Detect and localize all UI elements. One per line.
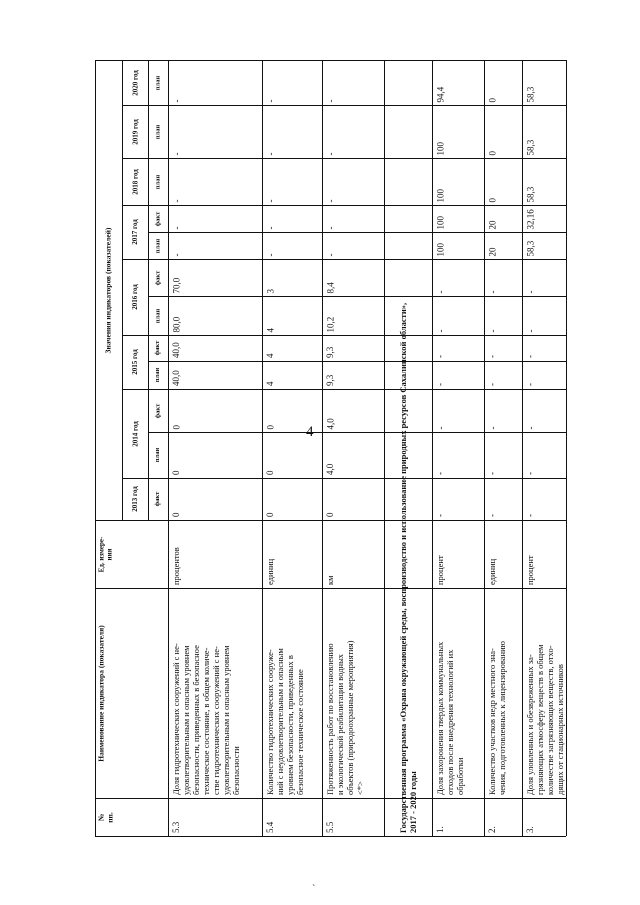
row-value-text: 20 xyxy=(487,220,497,229)
row-value xyxy=(432,361,484,389)
header-sub xyxy=(148,389,168,432)
row-value xyxy=(322,158,384,205)
row-unit-text: процент xyxy=(525,555,535,585)
row-value-text: 80,0 xyxy=(171,316,181,332)
program-row xyxy=(384,60,432,836)
header-sub-text: факт xyxy=(154,403,162,418)
row-value xyxy=(322,105,384,158)
row-value xyxy=(262,205,322,232)
row-value xyxy=(522,158,566,205)
program-row-text: 2017 - 2020 годы xyxy=(408,771,418,833)
row-value xyxy=(168,389,262,432)
header-year-text: 2017 год xyxy=(130,219,139,245)
row-value-text: - xyxy=(525,472,535,475)
header-sub xyxy=(148,232,168,259)
row-name xyxy=(522,588,566,798)
header-sub xyxy=(148,478,168,520)
row-value xyxy=(484,205,522,232)
row-value-text: 100 xyxy=(435,242,445,256)
row-value xyxy=(322,232,384,259)
row-value-text: - xyxy=(435,383,445,386)
header-values xyxy=(95,60,122,520)
row-value-text: - xyxy=(265,226,275,229)
row-value xyxy=(432,389,484,432)
header-sub-text: план xyxy=(154,124,162,139)
row-unit xyxy=(262,520,322,588)
row-name-text: грязняющих атмосферу веществ в общем xyxy=(535,644,546,795)
row-value xyxy=(432,335,484,361)
row-name-text: удовлетворительным и опасным уровнем xyxy=(181,645,192,795)
row-value xyxy=(432,205,484,232)
row-number-text: 2. xyxy=(487,826,497,833)
row-value-text: - xyxy=(487,426,497,429)
header-no-text: № xyxy=(96,813,105,821)
row-number xyxy=(522,798,566,836)
row-value xyxy=(484,259,522,296)
row-value xyxy=(322,335,384,361)
header-sub-text: факт xyxy=(154,211,162,226)
row-value xyxy=(262,158,322,205)
row-unit xyxy=(484,520,522,588)
row-value-text: - xyxy=(265,199,275,202)
row-value-text: 0 xyxy=(265,470,275,475)
row-name-text: ний с неудовлетворительным и опасным xyxy=(275,648,286,795)
header-name xyxy=(95,588,168,798)
header-year xyxy=(122,105,148,158)
header-year-text: 2014 год xyxy=(130,420,139,447)
row-value xyxy=(168,205,262,232)
row-value xyxy=(484,389,522,432)
row-value-text: 100 xyxy=(435,141,445,155)
row-unit-text: единиц xyxy=(487,558,497,585)
header-values-text: Значения индикаторов (показателей) xyxy=(103,227,113,353)
row-value xyxy=(168,105,262,158)
row-value xyxy=(484,232,522,259)
row-value xyxy=(432,432,484,478)
row-value-text: - xyxy=(487,383,497,386)
header-unit xyxy=(95,520,168,588)
row-value-text: - xyxy=(487,355,497,358)
header-sub-text: план xyxy=(154,174,162,189)
header-sub-text: план xyxy=(154,447,162,463)
row-value xyxy=(484,60,522,105)
row-value xyxy=(322,60,384,105)
header-sub xyxy=(148,361,168,389)
row-value-text: - xyxy=(525,355,535,358)
header-sub-text: план xyxy=(154,75,162,90)
row-value xyxy=(432,60,484,105)
header-sub xyxy=(148,335,168,361)
header-year-text: 2015 год xyxy=(130,349,139,375)
header-year xyxy=(122,259,148,335)
header-sub xyxy=(148,259,168,296)
row-value xyxy=(432,232,484,259)
header-year-text: 2013 год xyxy=(130,486,139,512)
row-value-text: 58,3 xyxy=(525,240,535,256)
row-value xyxy=(432,259,484,296)
row-value-text: 8,4 xyxy=(325,281,335,293)
row-value-text: 9,3 xyxy=(325,374,335,386)
row-value-text: 0 xyxy=(325,512,335,517)
row-value xyxy=(522,478,566,520)
row-name-text: Количество гидротехнических сооруже- xyxy=(265,649,275,795)
header-year xyxy=(122,478,148,520)
row-name xyxy=(484,588,522,798)
header-sub-text: план xyxy=(154,367,162,383)
row-value xyxy=(262,335,322,361)
row-value xyxy=(168,478,262,520)
row-name-text: Доля уловленных и обезвреженных за- xyxy=(525,654,535,795)
row-value-text: 0 xyxy=(487,197,497,202)
row-value-text: - xyxy=(525,383,535,386)
row-name-text: безопасности xyxy=(231,746,242,795)
row-value xyxy=(168,361,262,389)
row-value-text: 9,3 xyxy=(325,346,335,358)
row-name-text: и экологической реабилитации водных xyxy=(335,653,346,795)
header-unit-text: ния xyxy=(105,548,114,560)
row-value xyxy=(168,158,262,205)
row-value-text: - xyxy=(171,226,181,229)
row-value xyxy=(322,259,384,296)
row-value xyxy=(484,361,522,389)
row-value-text: 4 xyxy=(265,353,275,358)
row-value-text: 4,0 xyxy=(325,463,335,475)
row-value-text: 40,0 xyxy=(171,342,181,358)
row-name xyxy=(262,588,322,798)
row-name-text: объектов (природоохранные мероприятия) xyxy=(345,640,356,795)
row-name xyxy=(168,588,262,798)
header-sub-text: план xyxy=(154,308,162,323)
row-unit-text: единиц xyxy=(265,558,275,585)
row-number-text: 3. xyxy=(525,826,535,833)
program-row-text: Государственная программа «Охрана окружающей среды, воспроизводство и использование природных ресурсов Сахалинской области», xyxy=(397,302,408,833)
row-value xyxy=(522,361,566,389)
row-value-text: - xyxy=(487,290,497,293)
header-sub-text: план xyxy=(154,238,162,253)
header-sub xyxy=(148,60,168,105)
row-name-text: Количество участков недр местного зна- xyxy=(487,648,497,795)
row-value-text: - xyxy=(525,290,535,293)
row-value-text: 4 xyxy=(265,381,275,386)
row-value xyxy=(322,389,384,432)
row-value-text: 0 xyxy=(171,424,181,429)
row-value-text: - xyxy=(325,253,335,256)
row-value xyxy=(484,105,522,158)
row-value xyxy=(484,478,522,520)
row-value-text: 70,0 xyxy=(171,277,181,293)
row-number-text: 5.5 xyxy=(325,821,335,833)
row-value xyxy=(522,259,566,296)
row-unit xyxy=(522,520,566,588)
row-value xyxy=(484,335,522,361)
row-unit xyxy=(432,520,484,588)
row-value xyxy=(522,60,566,105)
row-value xyxy=(262,478,322,520)
row-value-text: 0 xyxy=(171,512,181,517)
row-name-text: техническое состояние, в общем количе- xyxy=(201,647,212,795)
header-sub xyxy=(148,432,168,478)
row-value-text: - xyxy=(435,514,445,517)
row-name-text: безопасности, приведенных в безопасное xyxy=(191,645,202,795)
row-name-text: Доля захоронения твердых коммунальных xyxy=(435,641,445,795)
row-name-text: уровнем безопасности, приведенных в xyxy=(285,655,296,795)
header-no xyxy=(95,798,168,836)
row-value-text: - xyxy=(325,152,335,155)
row-value xyxy=(484,296,522,335)
row-name-text: Протяженность работ по восстановлению xyxy=(325,643,335,795)
row-value xyxy=(522,335,566,361)
row-value xyxy=(322,478,384,520)
header-unit-text: Ед. измере- xyxy=(97,536,105,572)
header-sub-text: факт xyxy=(154,270,162,285)
row-value-text: 0 xyxy=(265,424,275,429)
row-value xyxy=(522,205,566,232)
row-value-text: 3 xyxy=(265,288,275,293)
row-number-text: 5.4 xyxy=(265,821,275,833)
row-number xyxy=(484,798,522,836)
row-name-text: Доля гидротехнических сооружений с не- xyxy=(171,643,181,795)
row-value-text: 0 xyxy=(487,150,497,155)
row-value-text: - xyxy=(487,329,497,332)
row-value-text: 58,3 xyxy=(525,86,535,102)
row-value xyxy=(522,432,566,478)
row-value-text: - xyxy=(171,253,181,256)
row-name-text: отходов после внедрения технологий их xyxy=(445,649,456,795)
row-value xyxy=(168,232,262,259)
row-unit-text: процентов xyxy=(171,547,181,585)
row-number xyxy=(168,798,262,836)
row-value xyxy=(262,232,322,259)
row-value xyxy=(168,296,262,335)
row-value xyxy=(522,232,566,259)
row-name xyxy=(432,588,484,798)
row-value-text: 4,0 xyxy=(325,417,335,429)
row-value xyxy=(262,432,322,478)
row-number-text: 1. xyxy=(435,826,445,833)
header-sub-text: факт xyxy=(154,491,162,507)
header-sub-text: факт xyxy=(154,340,162,356)
row-value xyxy=(432,158,484,205)
row-value-text: - xyxy=(487,514,497,517)
row-name-text: дящих от стационарных источников xyxy=(555,664,566,795)
row-value-text: 32,16 xyxy=(525,208,535,229)
row-value xyxy=(168,335,262,361)
header-sub xyxy=(148,205,168,232)
row-unit xyxy=(322,520,384,588)
row-name-text: стве гидротехнических сооружений с не- xyxy=(211,646,222,795)
row-value-text: - xyxy=(171,199,181,202)
row-name-text: количестве загрязняющих веществ, отхо- xyxy=(545,645,556,795)
row-value-text: 4 xyxy=(265,327,275,332)
header-year-text: 2016 год xyxy=(130,284,139,310)
header-sub xyxy=(148,158,168,205)
row-value xyxy=(262,361,322,389)
row-value xyxy=(262,60,322,105)
header-name-text: Наименование индикатора (показателя) xyxy=(96,624,105,762)
bottom-mark: ` xyxy=(312,884,316,895)
row-value xyxy=(432,105,484,158)
row-value-text: - xyxy=(265,99,275,102)
row-value xyxy=(168,60,262,105)
row-value xyxy=(432,296,484,335)
row-value-text: - xyxy=(435,426,445,429)
row-value xyxy=(322,296,384,335)
row-name-text: чения, подготовленных к лицензированию xyxy=(497,641,508,795)
row-value xyxy=(168,432,262,478)
row-name-text: удовлетворительным и опасным уровнем xyxy=(221,645,232,795)
row-value xyxy=(432,478,484,520)
row-unit xyxy=(168,520,262,588)
row-value xyxy=(522,105,566,158)
row-value xyxy=(522,296,566,335)
row-value-text: 0 xyxy=(487,97,497,102)
row-value-text: - xyxy=(325,199,335,202)
row-value-text: - xyxy=(525,329,535,332)
row-value-text: 0 xyxy=(265,512,275,517)
row-name xyxy=(322,588,384,798)
row-value xyxy=(322,361,384,389)
row-value-text: - xyxy=(525,426,535,429)
row-value-text: 10,2 xyxy=(325,316,335,332)
row-value-text: 100 xyxy=(435,215,445,229)
row-value-text: - xyxy=(435,355,445,358)
header-year xyxy=(122,60,148,105)
row-value-text: 58,3 xyxy=(525,139,535,155)
row-value xyxy=(262,296,322,335)
row-value-text: 94,4 xyxy=(435,86,445,102)
row-value-text: - xyxy=(435,329,445,332)
row-value-text: 100 xyxy=(435,188,445,202)
header-year-text: 2020 год xyxy=(130,69,139,96)
row-number-text: 5.3 xyxy=(171,821,181,833)
header-year xyxy=(122,389,148,478)
row-number xyxy=(432,798,484,836)
row-value-text: - xyxy=(265,253,275,256)
row-value xyxy=(262,259,322,296)
header-sub xyxy=(148,105,168,158)
header-sub xyxy=(148,296,168,335)
row-value xyxy=(322,432,384,478)
row-name-text: <*> xyxy=(355,781,366,795)
header-no-text: пп. xyxy=(104,811,114,823)
row-value-text: - xyxy=(487,472,497,475)
row-value-text: 0 xyxy=(171,470,181,475)
row-name-text: обработки xyxy=(455,757,466,795)
row-value xyxy=(168,259,262,296)
row-value-text: - xyxy=(435,290,445,293)
row-value-text: 40,0 xyxy=(171,370,181,386)
row-number xyxy=(322,798,384,836)
row-value-text: 58,3 xyxy=(525,186,535,202)
row-value-text: - xyxy=(171,152,181,155)
row-value xyxy=(262,105,322,158)
row-value xyxy=(484,432,522,478)
header-year xyxy=(122,158,148,205)
row-unit-text: км xyxy=(325,575,335,585)
row-value-text: - xyxy=(525,514,535,517)
row-number xyxy=(262,798,322,836)
row-name-text: безопасное техническое состояние xyxy=(295,669,306,795)
row-unit-text: процент xyxy=(435,555,445,585)
header-year-text: 2018 год xyxy=(130,168,139,195)
header-year-text: 2019 год xyxy=(130,118,139,145)
row-value xyxy=(522,389,566,432)
row-value-text: - xyxy=(265,152,275,155)
header-year xyxy=(122,205,148,259)
row-value-text: - xyxy=(325,99,335,102)
row-value-text: 20 xyxy=(487,247,497,256)
row-value xyxy=(262,389,322,432)
row-value xyxy=(322,205,384,232)
row-value-text: - xyxy=(325,226,335,229)
row-value-text: - xyxy=(171,99,181,102)
row-value xyxy=(484,158,522,205)
header-year xyxy=(122,335,148,389)
row-value-text: - xyxy=(435,472,445,475)
